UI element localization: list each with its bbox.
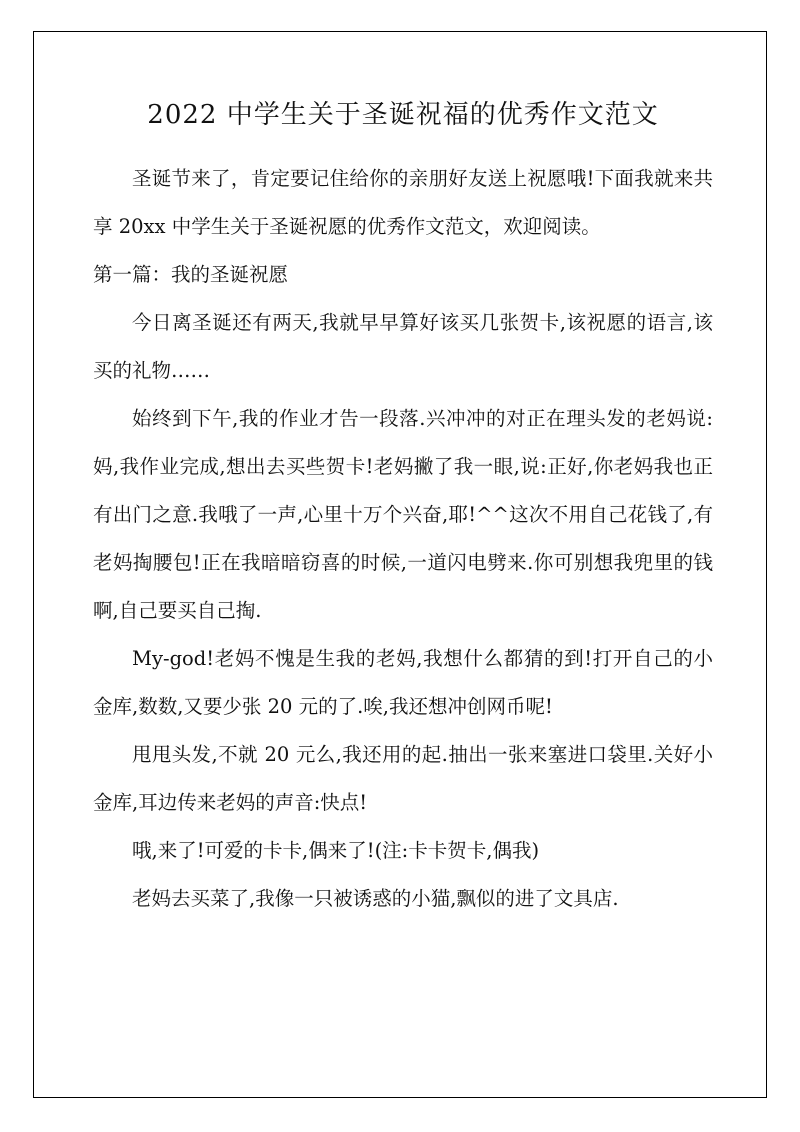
paragraph: My-god!老妈不愧是生我的老妈,我想什么都猜的到!打开自己的小金库,数数,又要少张 20 元的了.唉,我还想冲创网币呢! [93, 647, 713, 718]
paragraph: 始终到下午,我的作业才告一段落.兴冲冲的对正在理头发的老妈说:妈,我作业完成,想出去买些贺卡!老妈撇了我一眼,说:正好,你老妈我也正有出门之意.我哦了一声,心里十万个兴奋,耶!^^这次不用自己花钱了,有老妈掏腰包!正在我暗暗窃喜的时候,一道闪电劈来.你可别想我兜里的钱啊,自己要买自己掏. [93, 407, 713, 622]
paragraph: 甩甩头发,不就 20 元么,我还用的起.抽出一张来塞进口袋里.关好小金库,耳边传来老妈的声音:快点! [93, 743, 713, 814]
document-title: 2022 中学生关于圣诞祝福的优秀作文范文 [147, 100, 659, 130]
paragraph: 今日离圣诞还有两天,我就早早算好该买几张贺卡,该祝愿的语言,该买的礼物…… [93, 311, 713, 382]
paragraph: 老妈去买菜了,我像一只被诱惑的小猫,飘似的进了文具店. [132, 887, 619, 910]
paragraph-intro: 圣诞节来了，肯定要记住给你的亲朋好友送上祝愿哦!下面我就来共享 20xx 中学生关于圣诞祝愿的优秀作文范文，欢迎阅读。 [93, 167, 713, 238]
section-heading: 第一篇：我的圣诞祝愿 [93, 263, 289, 286]
document-body [93, 95, 713, 923]
paragraph-list [93, 155, 713, 923]
paragraph: 哦,来了!可爱的卡卡,偶来了!(注:卡卡贺卡,偶我) [132, 839, 540, 862]
